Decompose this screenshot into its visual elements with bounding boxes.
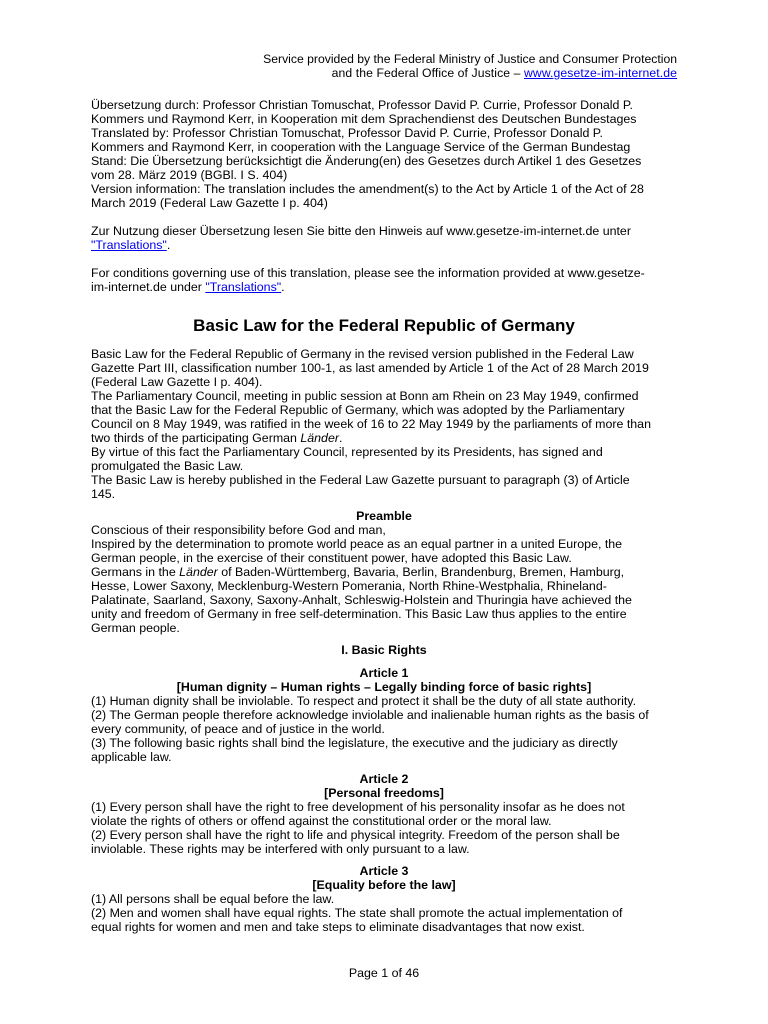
text-line: Inspired by the determination to promote world peace as an equal partner in a united Europe, the [91, 537, 623, 551]
text-line: Conscious of their responsibility before God and man, [91, 523, 386, 537]
header-line-1: Service provided by the Federal Ministry of Justice and Consumer Protection [263, 52, 677, 66]
article-2-heading: Article 2 [359, 772, 409, 786]
introductory-text [91, 347, 677, 501]
article-3-subheading: [Equality before the law] [312, 878, 456, 892]
text-line: violate the rights of others or offend against the constitutional order or the moral law. [91, 814, 552, 828]
text-line: Version information: The translation includes the amendment(s) to the Act by Article 1 of the Act of 28 [91, 182, 644, 196]
text-line: (Federal Law Gazette I p. 404). [91, 375, 263, 389]
page-header [91, 52, 677, 80]
article-1-heading: Article 1 [359, 666, 409, 680]
text-line: applicable law. [91, 750, 172, 764]
text-line: (1) Human dignity shall be inviolable. To respect and protect it shall be the duty of all state authority. [91, 694, 637, 708]
text-line: Gazette Part III, classification number 100-1, as last amended by Article 1 of the Act of 28 March 2019 [91, 361, 649, 375]
text-line [91, 431, 677, 445]
page-number: Page 1 of 46 [348, 966, 420, 980]
text-line: Hesse, Lower Saxony, Mecklenburg-Western Pomerania, North Rhine-Westphalia, Rhineland- [91, 579, 607, 593]
text-line: German people, in the exercise of their constituent power, have adopted this Basic Law. [91, 551, 572, 565]
text-line: (2) The German people therefore acknowledge inviolable and inalienable human rights as the basis of [91, 708, 649, 722]
translation-credits [91, 98, 677, 210]
gesetze-link[interactable]: www.gesetze-im-internet.de [524, 66, 677, 80]
text-line: Übersetzung durch: Professor Christian Tomuschat, Professor David P. Currie, Professor Donald P. [91, 98, 633, 112]
header-line-2-text: and the Federal Office of Justice – [331, 66, 525, 80]
text-line: (2) Every person shall have the right to life and physical integrity. Freedom of the person shall be [91, 828, 620, 842]
text-line [91, 280, 677, 294]
text-span: of Baden-Württemberg, Bavaria, Berlin, Brandenburg, Bremen, Hamburg, [217, 565, 625, 579]
text-line: every community, of peace and of justice in the world. [91, 722, 385, 736]
usage-notice-en [91, 266, 677, 294]
text-line: By virtue of this fact the Parliamentary Council, represented by its Presidents, has signed and [91, 445, 603, 459]
article-2-text [91, 800, 677, 856]
article-1-text [91, 694, 677, 764]
usage-notice-de [91, 224, 677, 252]
text-line: Stand: Die Übersetzung berücksichtigt die Änderung(en) des Gesetzes durch Artikel 1 des Gesetzes [91, 154, 642, 168]
text-line: equal rights for women and men and take steps to eliminate disadvantages that now exist. [91, 920, 585, 934]
article-2-subheading: [Personal freedoms] [324, 786, 444, 800]
text-line: For conditions governing use of this translation, please see the information provided at www.gesetze- [91, 266, 645, 280]
section-heading: I. Basic Rights [341, 643, 427, 657]
text-line [91, 565, 677, 579]
punctuation: . [166, 238, 171, 252]
emphasis: Länder [179, 565, 218, 579]
text-line: (1) All persons shall be equal before the law. [91, 892, 335, 906]
text-line: promulgated the Basic Law. [91, 459, 244, 473]
text-line [91, 238, 677, 252]
text-line: Council on 8 May 1949, was ratified in the week of 16 to 22 May 1949 by the parliaments of more than [91, 417, 651, 431]
punctuation: . [281, 280, 285, 294]
text-line: The Parliamentary Council, meeting in public session at Bonn am Rhein on 23 May 1949, confirmed [91, 389, 639, 403]
document-page [91, 52, 677, 934]
text-line: March 2019 (Federal Law Gazette I p. 404) [91, 196, 328, 210]
text-line: Kommers und Raymond Kerr, in Kooperation mit dem Sprachendienst des Deutschen Bundestages [91, 112, 637, 126]
text-line: vom 28. März 2019 (BGBl. I S. 404) [91, 168, 288, 182]
text-line: (2) Men and women shall have equal rights. The state shall promote the actual implementation of [91, 906, 623, 920]
text-span: im-internet.de under [91, 280, 206, 294]
text-line: Zur Nutzung dieser Übersetzung lesen Sie bitte den Hinweis auf www.gesetze-im-internet.de unter [91, 224, 631, 238]
text-span: Germans in the [91, 565, 180, 579]
text-line: German people. [91, 621, 180, 635]
text-line: inviolable. These rights may be interfered with only pursuant to a law. [91, 842, 470, 856]
article-3-heading: Article 3 [359, 864, 409, 878]
preamble-heading: Preamble [356, 509, 412, 523]
text-line: 145. [91, 487, 116, 501]
text-line: (3) The following basic rights shall bind the legislature, the executive and the judiciary as directly [91, 736, 618, 750]
text-line: Kommers and Raymond Kerr, in cooperation with the Language Service of the German Bundestag [91, 140, 631, 154]
translations-link-en[interactable]: "Translations" [205, 280, 282, 294]
article-3-text [91, 892, 677, 934]
text-line: Basic Law for the Federal Republic of Germany in the revised version published in the Federal Law [91, 347, 634, 361]
preamble-text [91, 523, 677, 635]
punctuation: . [338, 431, 343, 445]
emphasis: Länder [300, 431, 339, 445]
text-span: two thirds of the participating German [91, 431, 301, 445]
article-1-subheading: [Human dignity – Human rights – Legally binding force of basic rights] [176, 680, 592, 694]
text-line: that the Basic Law for the Federal Republic of Germany, which was adopted by the Parliamentary [91, 403, 625, 417]
translations-link-de[interactable]: "Translations" [91, 238, 167, 252]
text-line: Translated by: Professor Christian Tomuschat, Professor David P. Currie, Professor Donald P. [91, 126, 603, 140]
text-line: The Basic Law is hereby published in the Federal Law Gazette pursuant to paragraph (3) of Article [91, 473, 630, 487]
text-line: unity and freedom of Germany in free self-determination. This Basic Law thus applies to the entire [91, 607, 627, 621]
document-title: Basic Law for the Federal Republic of Germany [193, 316, 575, 335]
text-line: Palatinate, Saarland, Saxony, Saxony-Anhalt, Schleswig-Holstein and Thuringia have achieved the [91, 593, 632, 607]
text-line: (1) Every person shall have the right to free development of his personality insofar as he does not [91, 800, 625, 814]
header-line-2 [91, 66, 677, 80]
